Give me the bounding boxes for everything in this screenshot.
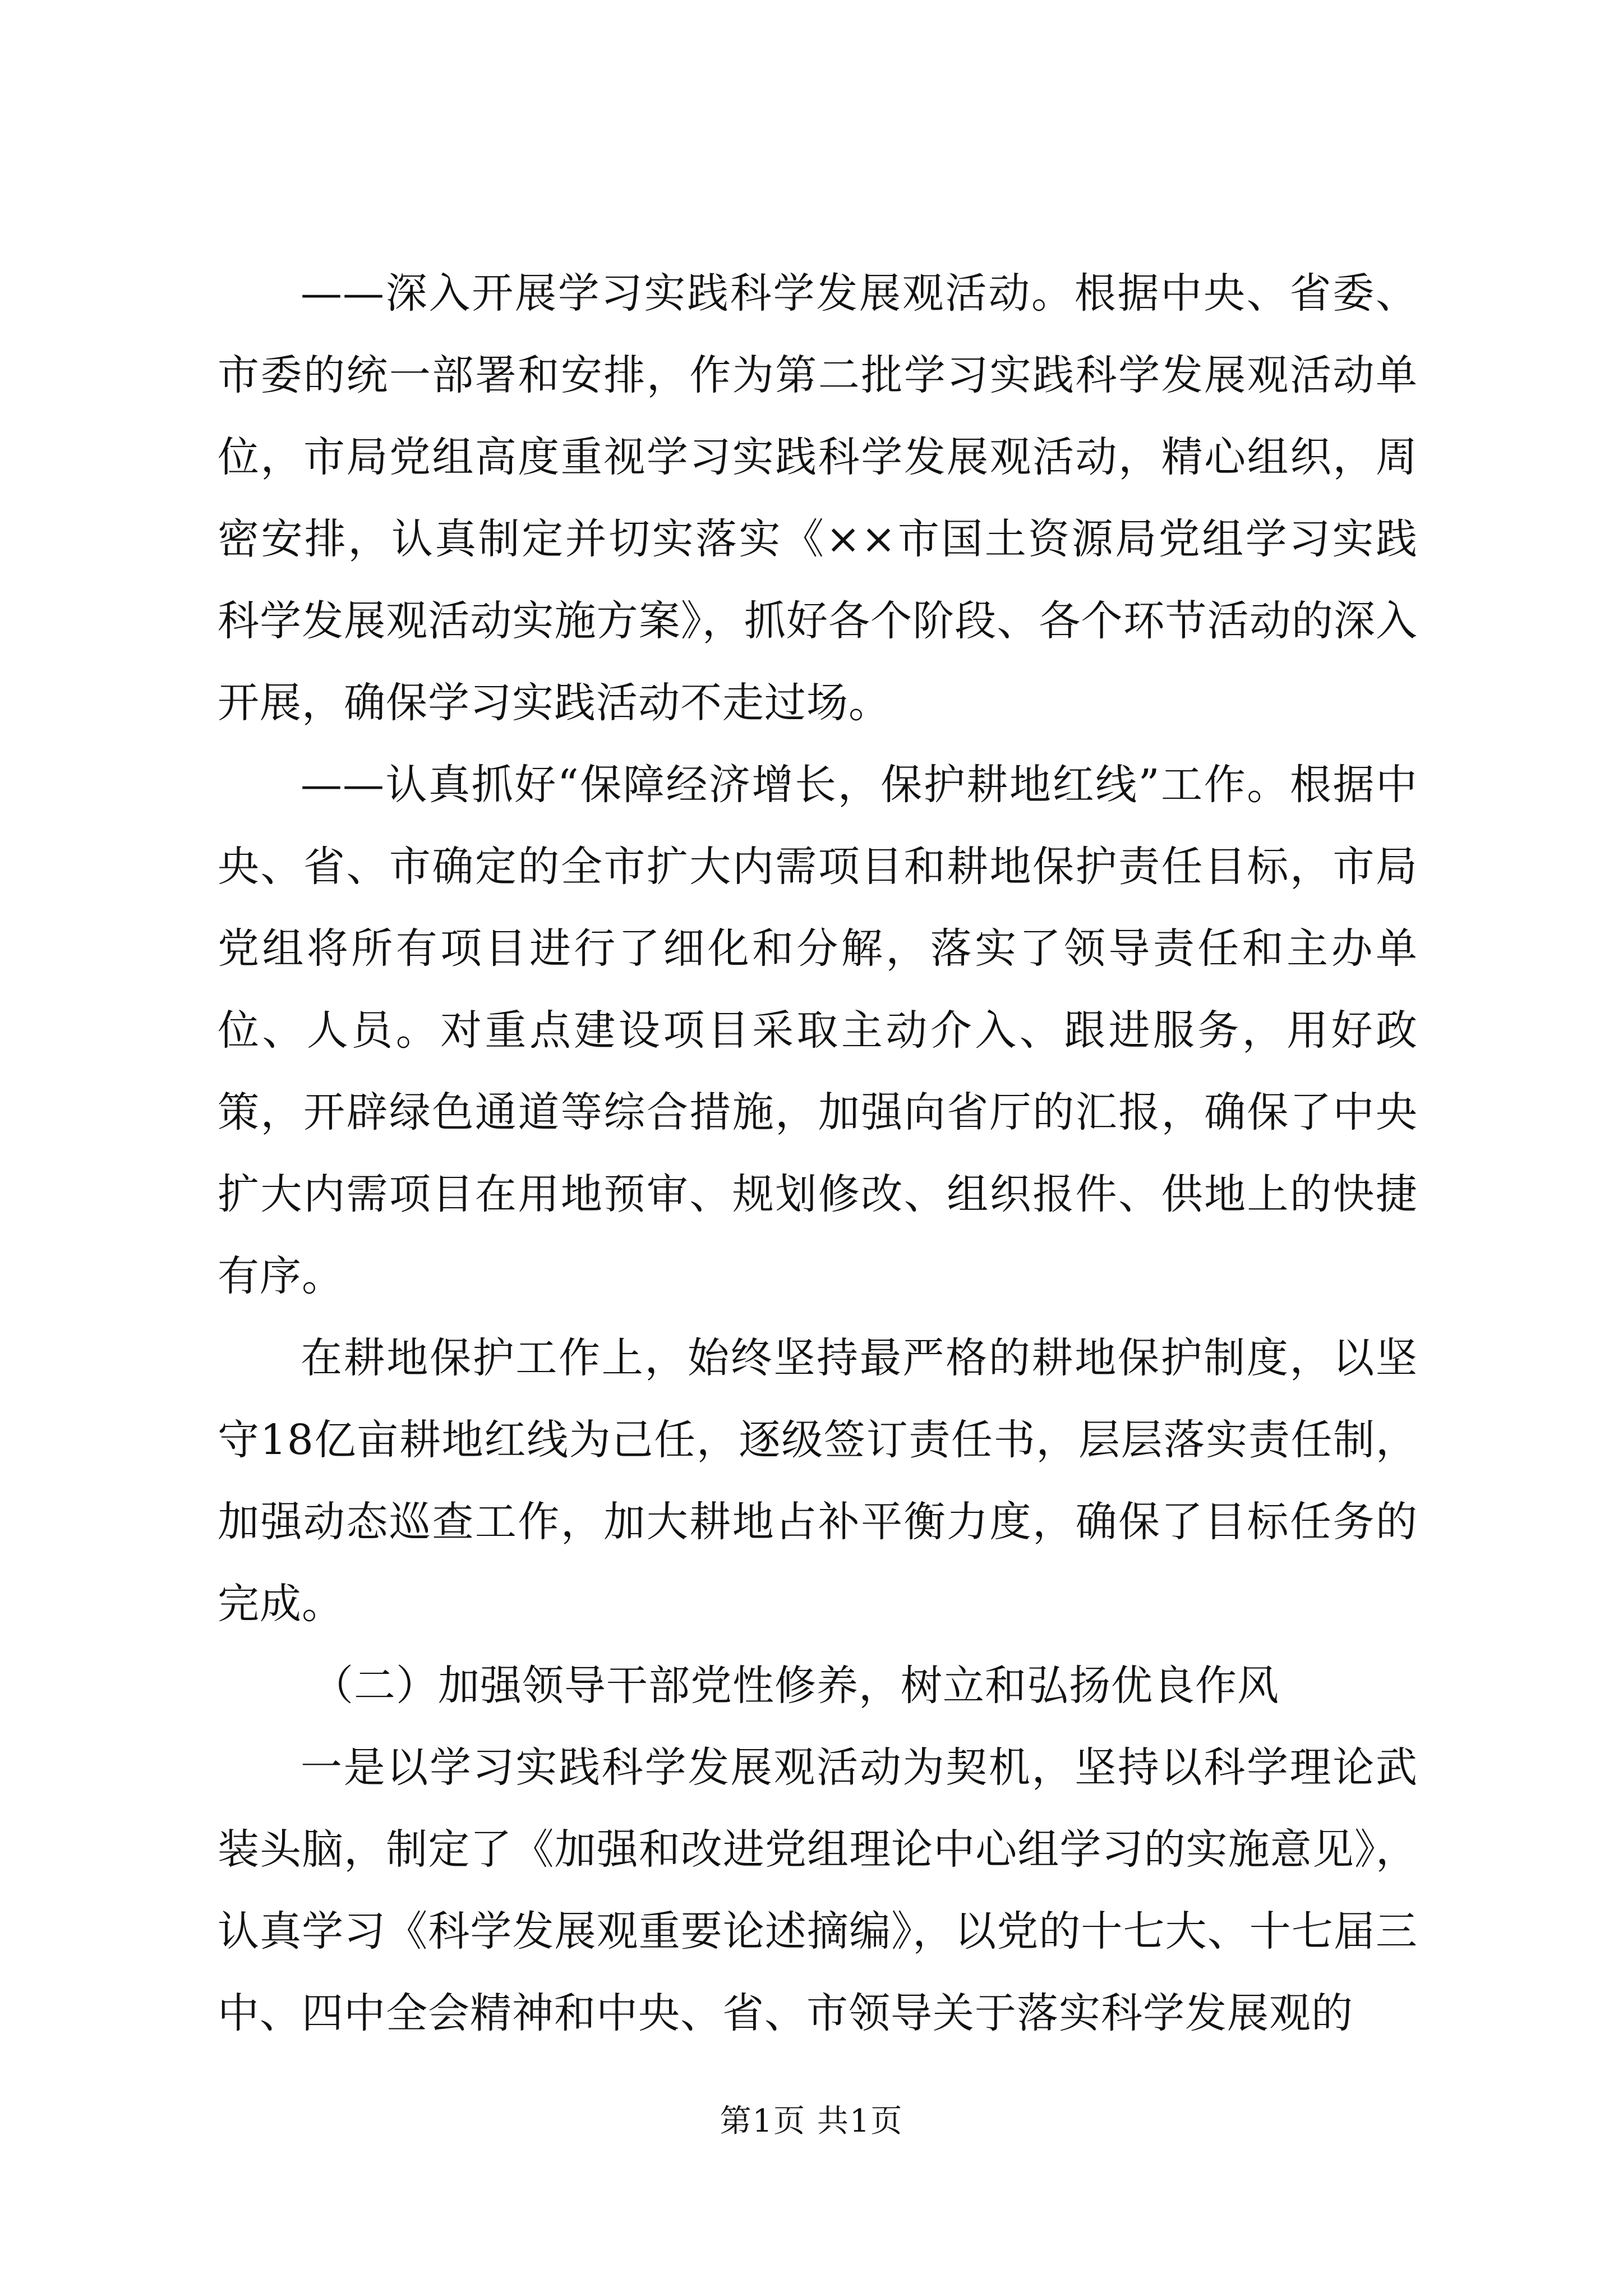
section-heading-party-spirit: （二）加强领导干部党性修养，树立和弘扬优良作风 — [312, 1662, 1279, 1710]
paragraph-farmland-protection-work: ——认真抓好“保障经济增长，保护耕地红线”工作。根据中央、省、市确定的全市扩大内需项目和耕地保护责任目标，市局党组将所有项目进行了细化和分解，落实了领导责任和主办单位、人员。对重点建设项目采取主动介入、跟进服务，用好政策，开辟绿色通道等综合措施，加强向省厅的汇报，确保了中央扩大内需项目在用地预审、规划修改、组织报件、供地上的快捷有序。 — [218, 761, 1418, 1300]
page-number-footer: 第1页 共1页 — [720, 2103, 903, 2139]
paragraph-theory-study: 一是以学习实践科学发展观活动为契机，坚持以科学理论武装头脑，制定了《加强和改进党组理论中心组学习的实施意见》，认真学习《科学发展观重要论述摘编》，以党的十七大、十七届三中、四中全会精神和中央、省、市领导关于落实科学发展观的 — [218, 1743, 1418, 2037]
document-body — [218, 252, 1418, 2054]
paragraph-farmland-protection-system: 在耕地保护工作上，始终坚持最严格的耕地保护制度，以坚守18亿亩耕地红线为己任，逐级签订责任书，层层落实责任制，加强动态巡查工作，加大耕地占补平衡力度，确保了目标任务的完成。 — [218, 1334, 1418, 1628]
paragraph-study-practice: ——深入开展学习实践科学发展观活动。根据中央、省委、市委的统一部署和安排，作为第二批学习实践科学发展观活动单位，市局党组高度重视学习实践科学发展观活动，精心组织，周密安排，认真制定并切实落实《××市国土资源局党组学习实践科学发展观活动实施方案》，抓好各个阶段、各个环节活动的深入开展，确保学习实践活动不走过场。 — [218, 269, 1418, 727]
